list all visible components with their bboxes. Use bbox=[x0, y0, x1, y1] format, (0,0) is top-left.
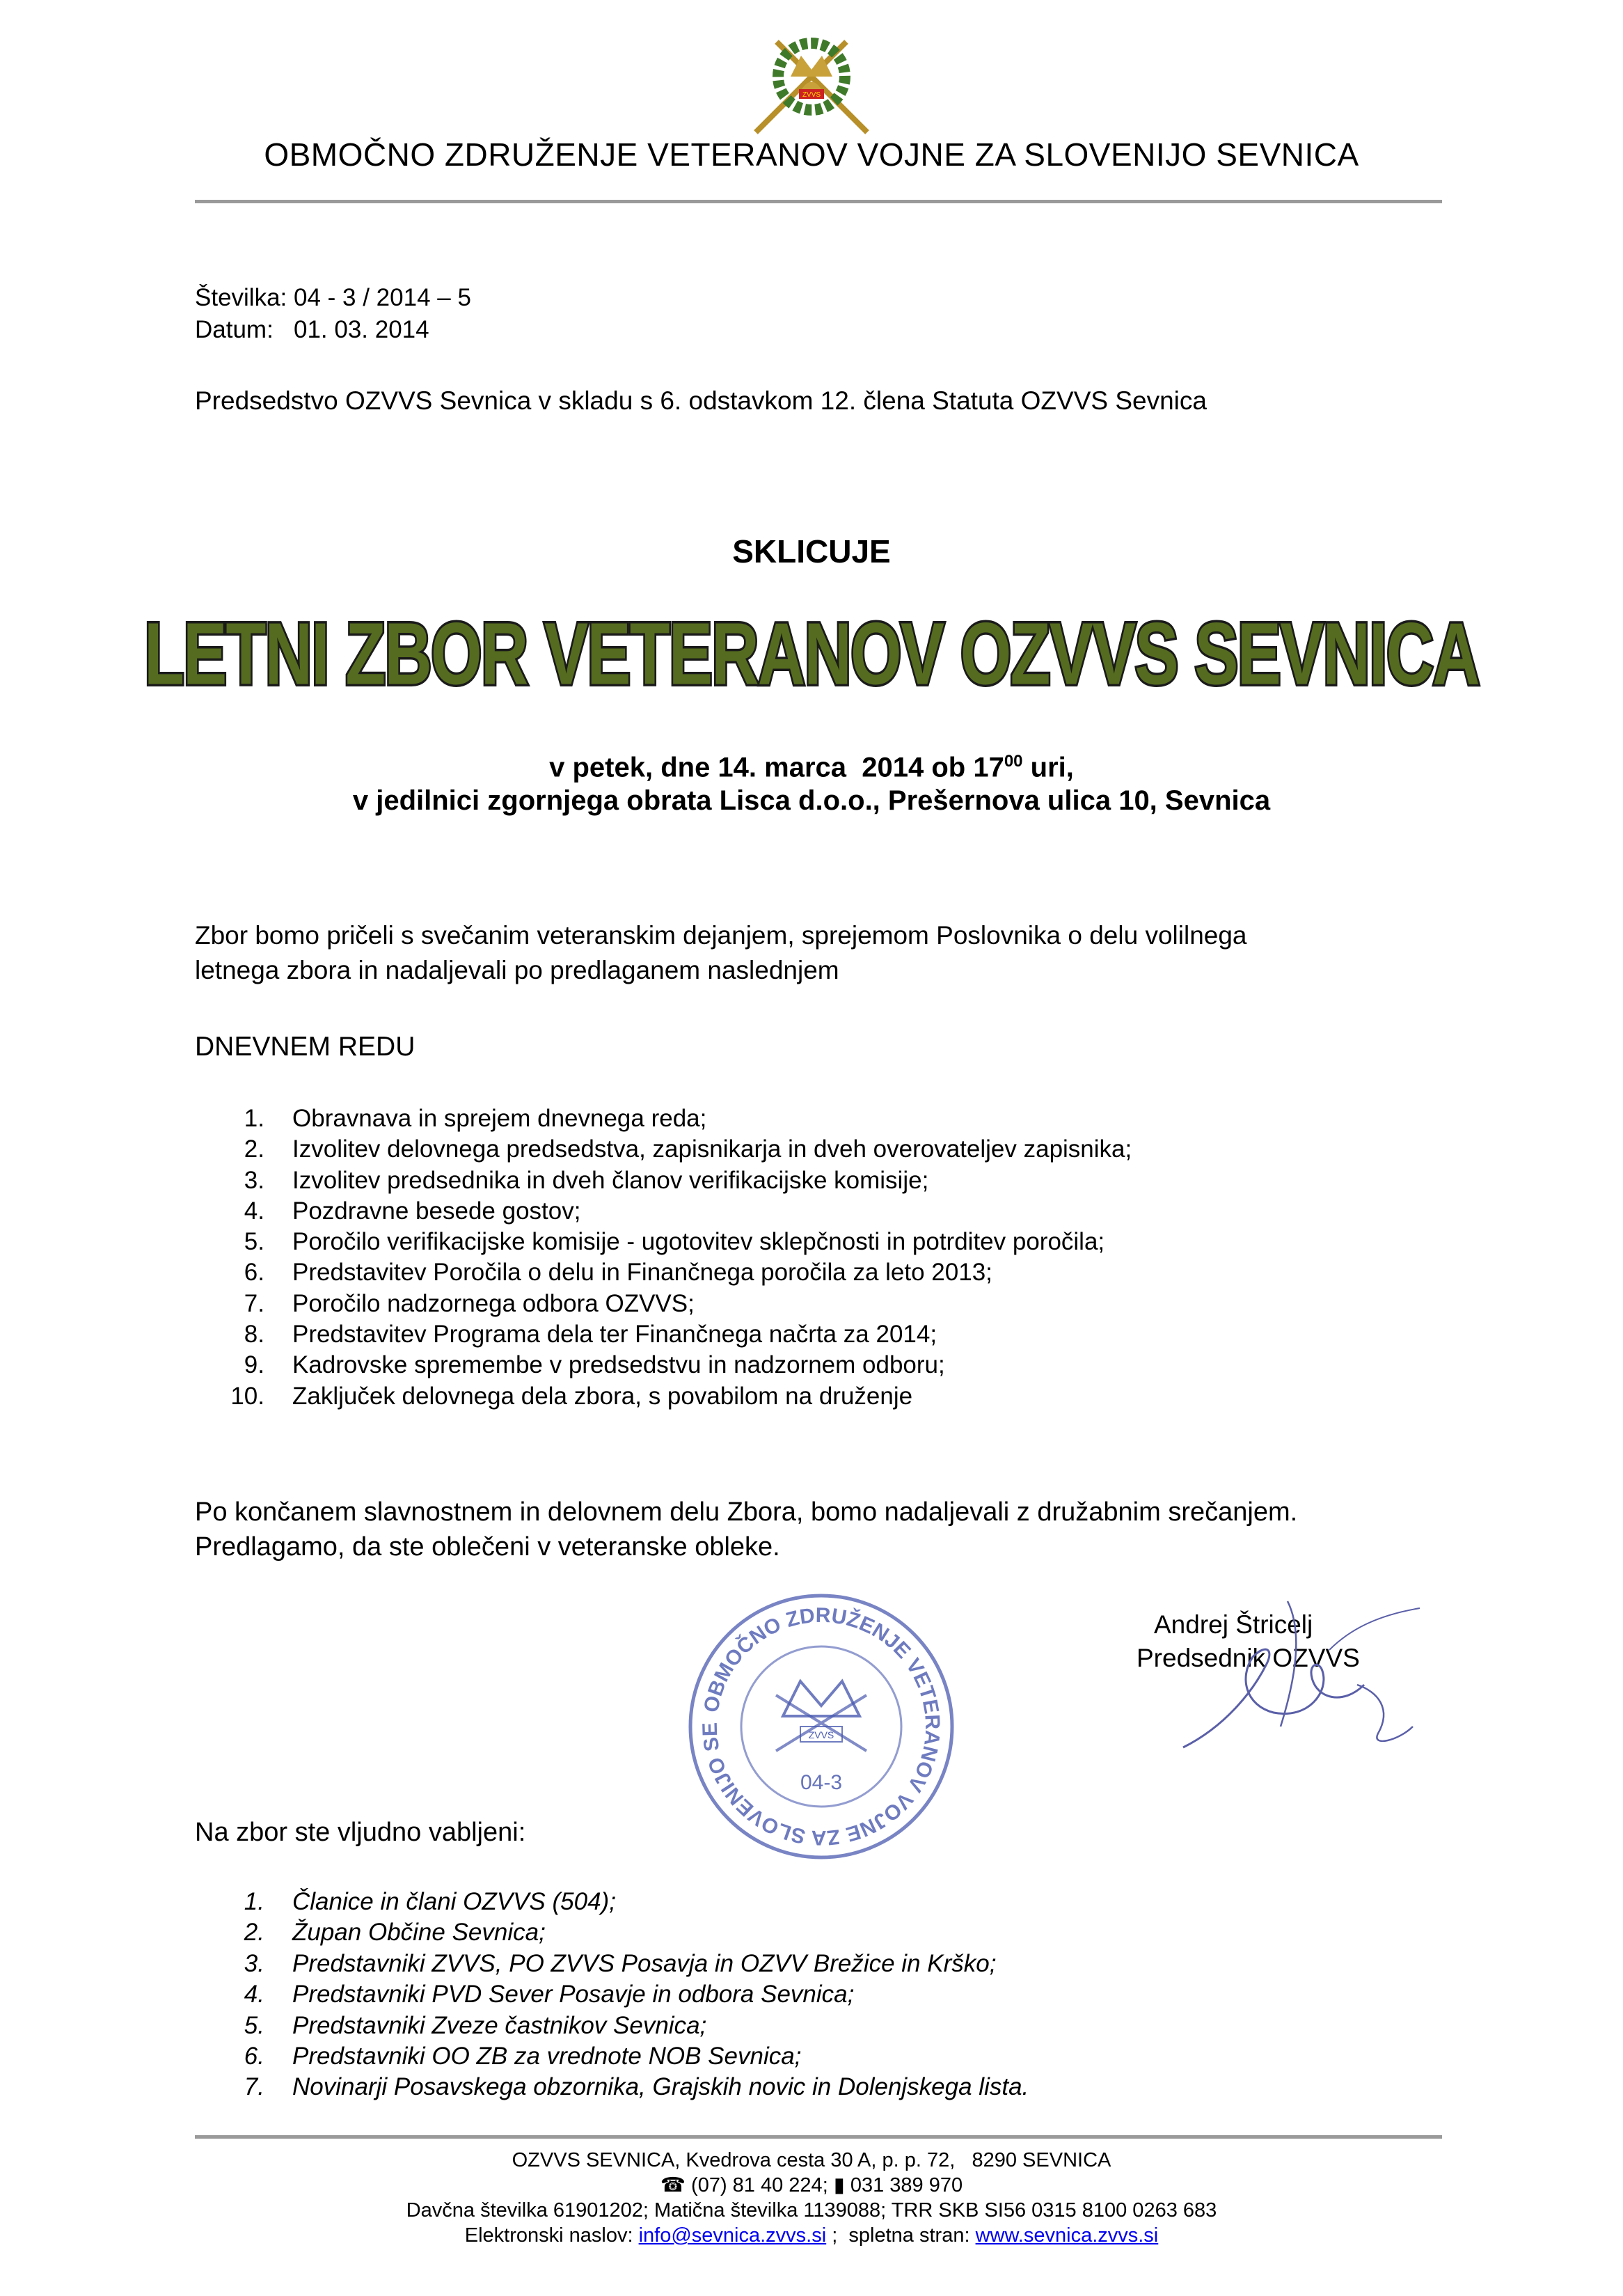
invited-text: Novinarji Posavskega obzornika, Grajskih novic in Dolenjskega lista. bbox=[292, 2073, 1029, 2101]
invited-number: 2. bbox=[244, 1919, 264, 1947]
footer-phone: (07) 81 40 224; bbox=[691, 2174, 828, 2196]
email-label: Elektronski naslov: bbox=[464, 2224, 633, 2247]
invited-number: 3. bbox=[244, 1949, 264, 1977]
list-item bbox=[202, 1134, 1132, 1165]
agenda-number: 4. bbox=[244, 1197, 264, 1225]
list-item bbox=[202, 1196, 1132, 1227]
invited-number: 5. bbox=[244, 2011, 264, 2039]
invited-text: Članice in člani OZVVS (504); bbox=[292, 1888, 616, 1915]
invited-title: Na zbor ste vljudno vabljeni: bbox=[195, 1818, 526, 1847]
handwritten-signature bbox=[1169, 1587, 1434, 1768]
signatory-name: Andrej Štricelj bbox=[1154, 1610, 1313, 1639]
footer-phones bbox=[0, 2173, 1623, 2198]
website-link[interactable]: www.sevnica.zvvs.si bbox=[975, 2224, 1159, 2247]
agenda-number: 6. bbox=[244, 1259, 264, 1287]
agenda-number: 3. bbox=[244, 1166, 264, 1194]
document-date: Datum: 01. 03. 2014 bbox=[195, 316, 429, 343]
footer-contacts bbox=[0, 2223, 1623, 2248]
email-link[interactable]: info@sevnica.zvvs.si bbox=[638, 2224, 827, 2247]
agenda-list bbox=[202, 1103, 1132, 1412]
list-item bbox=[202, 1319, 1132, 1350]
wreath-emblem-icon bbox=[742, 28, 881, 139]
signatory-role: Predsednik OZVVS bbox=[1137, 1644, 1360, 1672]
svg-text:OBMOČNO ZDRUŽENJE VETERANOV VO: OBMOČNO ZDRUŽENJE VETERANOV VOJNE ZA SLOVENIJO SE bbox=[698, 1603, 944, 1850]
organization-title: OBMOČNO ZDRUŽENJE VETERANOV VOJNE ZA SLOVENIJO SEVNICA bbox=[264, 136, 1359, 173]
phone-icon: ☎ bbox=[660, 2174, 686, 2196]
list-item bbox=[202, 1887, 1029, 1917]
invited-text: Predstavniki OO ZB za vrednote NOB Sevnica; bbox=[292, 2043, 802, 2070]
invited-number: 7. bbox=[244, 2073, 264, 2101]
event-banner-title: LETNI ZBOR VETERANOV OZVVS SEVNICA bbox=[144, 604, 1479, 704]
agenda-text: Izvolitev predsednika in dveh članov verifikacijske komisije; bbox=[292, 1166, 929, 1194]
agenda-number: 7. bbox=[244, 1289, 264, 1317]
list-item bbox=[202, 1227, 1132, 1257]
closing-line-1: Po končanem slavnostnem in delovnem delu Zbora, bomo nadaljevali z družabnim srečanjem. bbox=[195, 1497, 1298, 1527]
agenda-text: Zaključek delovnega dela zbora, s povabilom na druženje bbox=[292, 1382, 913, 1410]
closing-line-2: Predlagamo, da ste oblečeni v veteranske obleke. bbox=[195, 1532, 780, 1562]
signature-icon bbox=[1169, 1587, 1434, 1768]
footer-address: OZVVS SEVNICA, Kvedrova cesta 30 A, p. p. 72, 8290 SEVNICA bbox=[512, 2149, 1111, 2171]
list-item bbox=[202, 1103, 1132, 1134]
opening-line-2: letnega zbora in nadaljevali po predlaganem naslednjem bbox=[195, 956, 839, 984]
stamp-seal-icon bbox=[686, 1591, 957, 1862]
sklicuje-heading: SKLICUJE bbox=[732, 533, 891, 569]
invited-number: 1. bbox=[244, 1888, 264, 1915]
agenda-text: Obravnava in sprejem dnevnega reda; bbox=[292, 1105, 707, 1132]
list-item bbox=[202, 1165, 1132, 1196]
event-datetime bbox=[0, 744, 1623, 785]
svg-text:ZVVS: ZVVS bbox=[808, 1729, 834, 1740]
header-divider bbox=[195, 200, 1442, 203]
agenda-number: 5. bbox=[244, 1228, 264, 1256]
agenda-text: Predstavitev Poročila o delu in Finančnega poročila za leto 2013; bbox=[292, 1259, 992, 1287]
event-datetime-suffix: uri, bbox=[1022, 752, 1074, 783]
invited-text: Predstavniki PVD Sever Posavje in odbora Sevnica; bbox=[292, 1981, 855, 2008]
svg-text:ZVVS: ZVVS bbox=[802, 91, 821, 99]
agenda-text: Predstavitev Programa dela ter Finančnega načrta za 2014; bbox=[292, 1321, 937, 1348]
footer-ids: Davčna številka 61901202; Matična številka 1139088; TRR SKB SI56 0315 8100 0263 683 bbox=[406, 2199, 1217, 2222]
agenda-text: Pozdravne besede gostov; bbox=[292, 1197, 581, 1225]
list-item bbox=[202, 1350, 1132, 1381]
agenda-title: DNEVNEM REDU bbox=[195, 1032, 415, 1062]
intro-text: Predsedstvo OZVVS Sevnica v skladu s 6. odstavkom 12. člena Statuta OZVVS Sevnica bbox=[195, 386, 1207, 415]
event-datetime-prefix: v petek, dne 14. marca 2014 ob 17 bbox=[549, 752, 1004, 783]
event-location: v jedilnici zgornjega obrata Lisca d.o.o., Prešernova ulica 10, Sevnica bbox=[352, 785, 1271, 816]
list-item bbox=[202, 1949, 1029, 1979]
list-item bbox=[202, 2011, 1029, 2041]
list-item bbox=[202, 1289, 1132, 1319]
logo bbox=[742, 28, 881, 139]
list-item bbox=[202, 2041, 1029, 2072]
agenda-text: Kadrovske spremembe v predsedstvu in nadzornem odboru; bbox=[292, 1351, 945, 1379]
event-time-superscript: 00 bbox=[1004, 752, 1023, 771]
agenda-number: 2. bbox=[244, 1135, 264, 1163]
invited-text: Župan Občine Sevnica; bbox=[292, 1919, 546, 1947]
list-item bbox=[202, 1381, 1132, 1412]
invited-number: 6. bbox=[244, 2043, 264, 2070]
agenda-text: Poročilo nadzornega odbora OZVVS; bbox=[292, 1289, 695, 1317]
opening-line-1: Zbor bomo pričeli s svečanim veteranskim dejanjem, sprejemom Poslovnika o delu volilnega bbox=[195, 921, 1247, 950]
invited-number: 4. bbox=[244, 1981, 264, 2008]
invited-text: Predstavniki ZVVS, PO ZVVS Posavja in OZVV Brežice in Krško; bbox=[292, 1949, 997, 1977]
list-item bbox=[202, 1917, 1029, 1948]
agenda-number: 9. bbox=[244, 1351, 264, 1379]
list-item bbox=[202, 1257, 1132, 1288]
agenda-number: 8. bbox=[244, 1321, 264, 1348]
footer-divider bbox=[195, 2135, 1442, 2139]
footer-mobile: 031 389 970 bbox=[850, 2174, 963, 2196]
web-label: ; spletna stran: bbox=[826, 2224, 970, 2247]
svg-text:04-3: 04-3 bbox=[800, 1771, 843, 1794]
official-stamp bbox=[686, 1591, 957, 1862]
agenda-number: 10. bbox=[230, 1382, 264, 1410]
agenda-number: 1. bbox=[244, 1105, 264, 1132]
list-item bbox=[202, 1979, 1029, 2010]
document-number: Številka: 04 - 3 / 2014 – 5 bbox=[195, 284, 471, 311]
invited-list bbox=[202, 1887, 1029, 2103]
agenda-text: Izvolitev delovnega predsedstva, zapisnikarja in dveh overovateljev zapisnika; bbox=[292, 1135, 1132, 1163]
invited-text: Predstavniki Zveze častnikov Sevnica; bbox=[292, 2011, 707, 2039]
agenda-text: Poročilo verifikacijske komisije - ugotovitev sklepčnosti in potrditev poročila; bbox=[292, 1228, 1105, 1256]
mobile-phone-icon: ▮ bbox=[833, 2174, 845, 2196]
list-item bbox=[202, 2072, 1029, 2102]
